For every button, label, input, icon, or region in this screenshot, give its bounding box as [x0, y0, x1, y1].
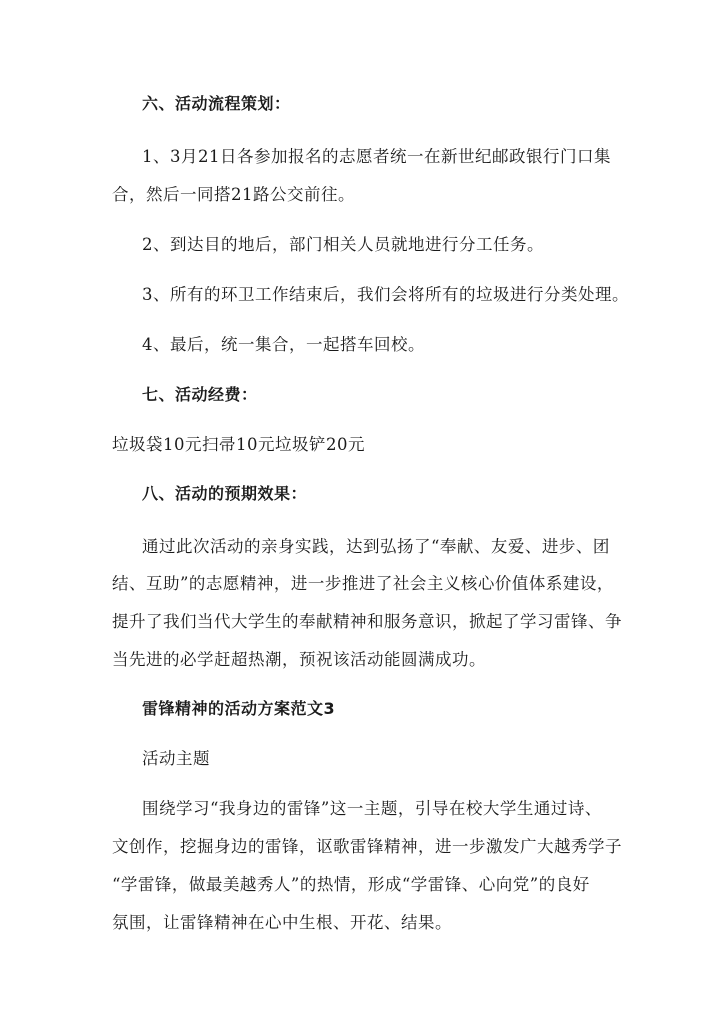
paragraph-line: 垃圾袋10元扫帚10元垃圾铲20元 — [112, 435, 365, 454]
paragraph-line: 氛围，让雷锋精神在心中生根、开花、结果。 — [112, 913, 452, 932]
paragraph-line: 提升了我们当代大学生的奉献精神和服务意识，掀起了学习雷锋、争 — [112, 612, 622, 631]
section-heading-8: 八、活动的预期效果： — [142, 484, 308, 503]
paragraph-line: 文创作，挖掘身边的雷锋，讴歌雷锋精神，进一步激发广大越秀学子 — [112, 837, 622, 856]
section-heading-7: 七、活动经费： — [142, 385, 258, 404]
paragraph-line: 3、所有的环卫工作结束后，我们会将所有的垃圾进行分类处理。 — [142, 285, 629, 304]
paragraph-line: “学雷锋，做最美越秀人”的热情，形成“学雷锋、心向党”的良好 — [112, 875, 590, 894]
paragraph-line: 4、最后，统一集合，一起搭车回校。 — [142, 335, 425, 354]
document-subtitle: 雷锋精神的活动方案范文3 — [142, 699, 336, 718]
paragraph-line: 结、互助”的志愿精神，进一步推进了社会主义核心价值体系建设， — [112, 574, 614, 593]
paragraph-line: 围绕学习“我身边的雷锋”这一主题，引导在校大学生通过诗、 — [142, 799, 602, 818]
paragraph-line: 合，然后一同搭21路公交前往。 — [112, 185, 355, 204]
section-heading-6: 六、活动流程策划： — [142, 94, 291, 113]
paragraph-line: 2、到达目的地后，部门相关人员就地进行分工任务。 — [142, 235, 544, 254]
paragraph-line: 活动主题 — [142, 749, 210, 768]
paragraph-line: 1、3月21日各参加报名的志愿者统一在新世纪邮政银行门口集 — [142, 147, 611, 166]
paragraph-line: 通过此次活动的亲身实践，达到弘扬了“奉献、友爱、进步、团 — [142, 537, 610, 556]
paragraph-line: 当先进的必学赶超热潮，预祝该活动能圆满成功。 — [112, 650, 486, 669]
